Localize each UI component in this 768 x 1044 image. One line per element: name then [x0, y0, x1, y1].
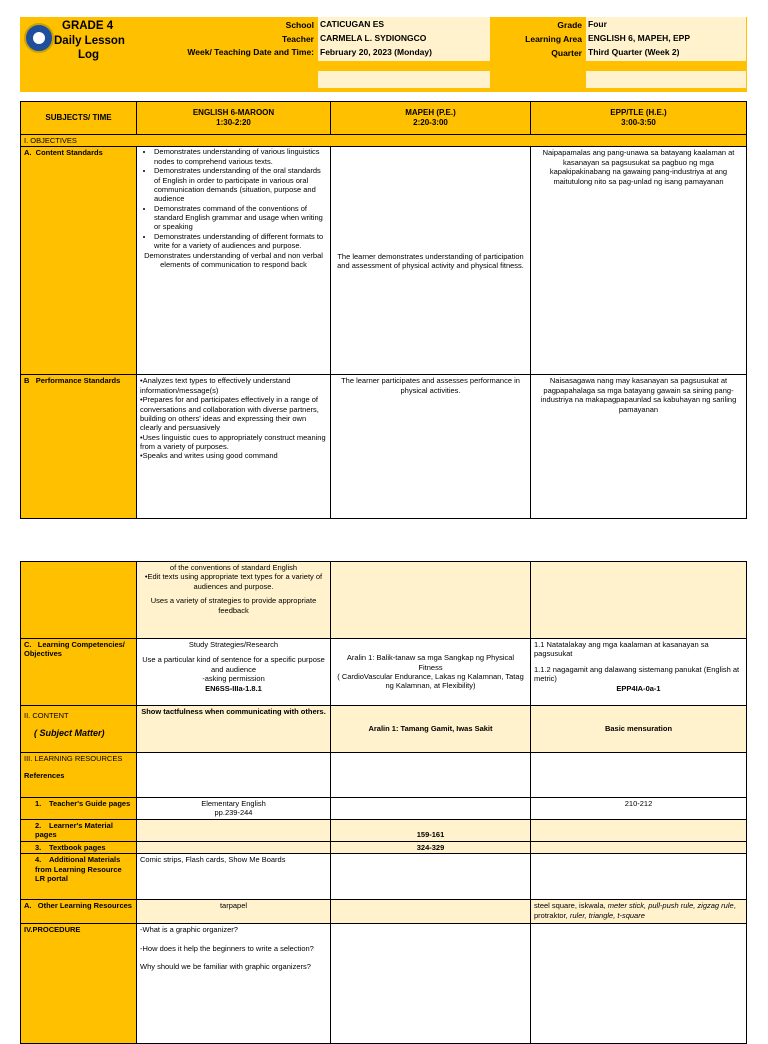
epp-content: Basic mensuration: [531, 706, 747, 753]
teacher-label: Teacher: [282, 34, 314, 44]
performance-standards-label: B Performance Standards: [21, 375, 137, 519]
teacher-value: CARMELA L. SYDIONGCO: [318, 31, 490, 47]
school-value: CATICUGAN ES: [318, 17, 490, 33]
mapeh-content-standards: The learner demonstrates understanding of participation and assessment of physical activity and physical fitness.: [331, 147, 531, 375]
mapeh-competencies: Aralin 1: Balik-tanaw sa mga Sangkap ng Physical Fitness ( CardioVascular Endurance, Lakas ng Kalamnan, Tatag ng Kalamnan, at Flexibility): [331, 639, 531, 706]
quarter-value: Third Quarter (Week 2): [586, 45, 746, 61]
epp-performance-standards: Naisasagawa nang may kasanayan sa pagsusukat at pagpapahalaga sa mga batayang gawain sa sining pang-industriya na makapagpapaunlad sa kabuhayan ng sariling pamayanan: [531, 375, 747, 519]
procedure-label: IV.PROCEDURE: [21, 924, 137, 1044]
other-resources-label: A. Other Learning Resources: [21, 900, 137, 924]
competencies-label: C. Learning Competencies/ Objectives: [21, 639, 137, 706]
teachers-guide-label: 1. Teacher's Guide pages: [21, 798, 137, 820]
epp-other-resources: steel square, iskwala, meter stick, pull-push rule, zigzag rule, protraktor, ruler, triangle, t-square: [531, 900, 747, 924]
grade-label: Grade: [557, 20, 582, 30]
list-item: •Uses linguistic cues to appropriately construct meaning from a variety of purposes.: [140, 432, 326, 451]
list-item: •Analyzes text types to effectively understand information/message(s): [140, 376, 291, 395]
epp-content-standards: Naipapamalas ang pang-unawa sa batayang kaalaman at kasanayan sa pagsusukat sa pagbuo ng mga kapakipakinabang na gawaing pang-industriya at ang maitutulong nito sa pag-unlad ng isang pamayanan: [531, 147, 747, 375]
english-teachers-guide: Elementary English pp.239-244: [137, 798, 331, 820]
mapeh-performance-standards: The learner participates and assesses performance in physical activities.: [331, 375, 531, 519]
english-content: Show tactfulness when communicating with others.: [137, 706, 331, 753]
english-competency-code: EN6SS-IIIa-1.8.1: [205, 683, 262, 693]
lesson-table-page2: [20, 561, 747, 1044]
mapeh-textbook: 324-329: [331, 841, 531, 853]
grade-title: GRADE 4: [62, 20, 114, 32]
english-performance-continued: of the conventions of standard English •Edit texts using appropriate text types for a variety of audiences and purpose. Uses a variety of strategies to provide appropriate feedback: [137, 562, 331, 639]
additional-materials-label: 4. Additional Materials from Learning Resource LR portal: [21, 854, 137, 900]
list-item: • Demonstrates understanding of the oral standards of English in order to participate in various oral communication demands (situation, purpose and audience: [154, 166, 327, 204]
english-other-resources: tarpapel: [137, 900, 331, 924]
subjects-time-header: SUBJECTS/ TIME: [21, 102, 137, 135]
deped-seal-icon: [24, 23, 54, 53]
lesson-table-page1: [20, 101, 747, 519]
list-item: Demonstrates understanding of verbal and non verbal elements of communication to respond back: [144, 250, 323, 269]
week-label: Week/ Teaching Date and Time:: [187, 47, 314, 57]
english-procedure: -What is a graphic organizer? -How does it help the beginners to write a selection? Why should we be familiar with graphic organizers?: [137, 924, 331, 1044]
log-title-line1: Daily Lesson: [54, 35, 125, 47]
english-competencies: Study Strategies/Research Use a particular kind of sentence for a specific purpose and audience -asking permission EN6SS-IIIa-1.8.1: [137, 639, 331, 706]
epp-competency-code: EPP4IA-0a-1: [616, 683, 661, 693]
english-content-standards: [137, 147, 331, 375]
quarter-label: Quarter: [551, 48, 582, 58]
learning-area-value: ENGLISH 6, MAPEH, EPP: [586, 31, 746, 47]
learning-area-label: Learning Area: [525, 34, 582, 44]
epp-competencies: 1.1 Natatalakay ang mga kaalaman at kasanayan sa pagsusukat 1.1.2 nagagamit ang dalawang sistemang panukat (English at metric) EPP4IA-0a-1: [531, 639, 747, 706]
mapeh-content: Aralin 1: Tamang Gamit, Iwas Sakit: [331, 706, 531, 753]
english-column-header: ENGLISH 6-MAROON 1:30-2:20: [137, 102, 331, 135]
list-item: •Prepares for and participates effectively in a range of conversations and collaboration with diverse partners, building on others' ideas and expressing their own clearly and persuasively: [140, 395, 319, 433]
textbook-label: 3. Textbook pages: [21, 841, 137, 853]
week-value: February 20, 2023 (Monday): [318, 45, 490, 61]
epp-column-header: EPP/TLE (H.E.) 3:00-3:50: [531, 102, 747, 135]
list-item: • Demonstrates command of the conventions of standard English grammar and usage when writing or speaking: [154, 204, 327, 232]
epp-teachers-guide: 210-212: [531, 798, 747, 820]
objectives-heading: I. OBJECTIVES: [21, 135, 747, 147]
mapeh-column-header: MAPEH (P.E.) 2:20-3:00: [331, 102, 531, 135]
list-item: •Speaks and writes using good command: [140, 451, 278, 461]
references-label: References: [24, 771, 65, 781]
learners-material-label: 2. Learner's Material pages: [21, 820, 137, 842]
school-label: School: [285, 20, 314, 30]
list-item: • Demonstrates understanding of various linguistics nodes to comprehend various texts.: [154, 147, 327, 166]
english-performance-standards: [137, 375, 331, 519]
header-block: [20, 17, 747, 92]
grade-value: Four: [586, 17, 746, 33]
mapeh-learners-material: 159-161: [331, 820, 531, 842]
content-label: II. CONTENT ( Subject Matter): [21, 706, 137, 753]
log-title-line2: Log: [78, 49, 100, 61]
content-standards-label: A. Content Standards: [21, 147, 137, 375]
learning-resources-label: III. LEARNING RESOURCES References: [21, 753, 137, 798]
list-item: • Demonstrates understanding of different formats to write for a variety of audiences and purpose.: [154, 232, 327, 251]
english-additional-materials: Comic strips, Flash cards, Show Me Boards: [137, 854, 331, 900]
